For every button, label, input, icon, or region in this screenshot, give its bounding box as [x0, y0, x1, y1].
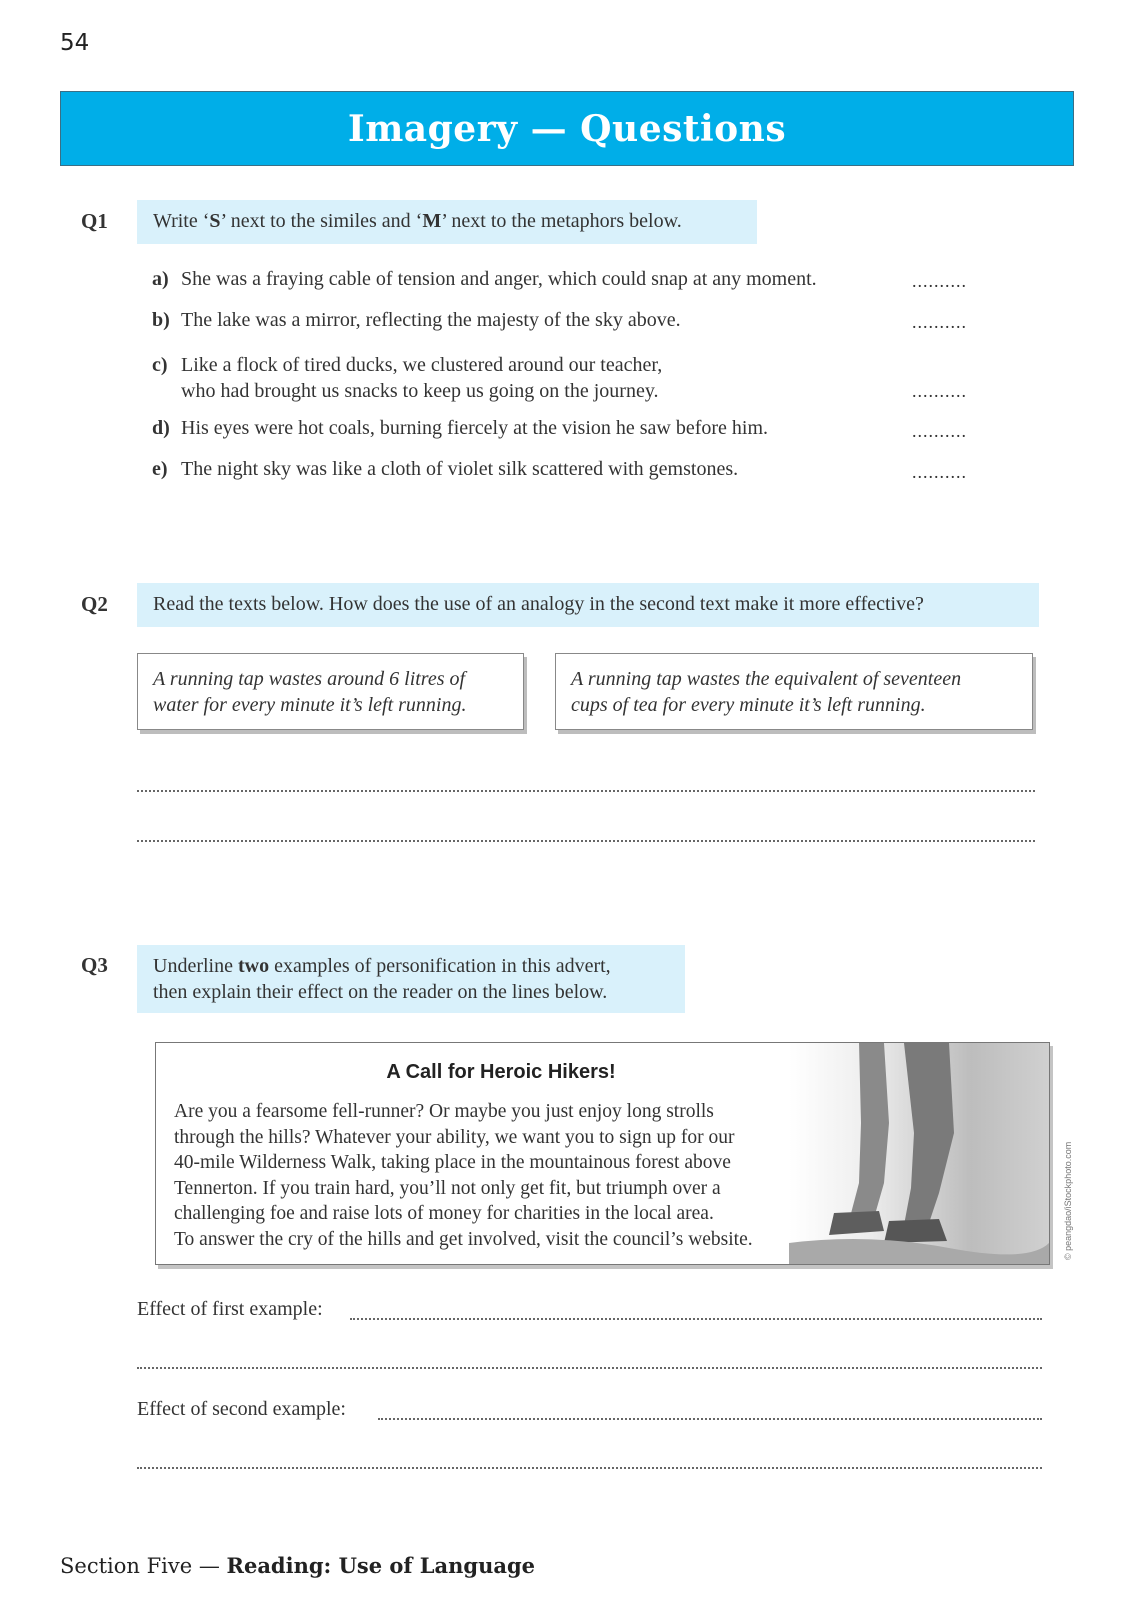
text-box-line: water for every minute it’s left running. [153, 694, 467, 716]
q1-instruction [137, 200, 757, 244]
q2-instruction: Read the texts below. How does the use of an analogy in the second text make it more effective? [137, 583, 1039, 627]
footer-section-title [60, 1553, 535, 1578]
q1-instruction-text: ’ next to the metaphors below. [441, 210, 682, 232]
effect-first-line-1[interactable] [350, 1318, 1042, 1320]
effect-second-label: Effect of second example: [137, 1398, 346, 1420]
q1-instruction-m: M [422, 210, 442, 232]
item-letter: a) [152, 268, 169, 290]
q1-answer-d[interactable]: .......... [912, 421, 967, 441]
q1-item-e [152, 456, 738, 482]
q1-instruction-text: ’ next to the similes and ‘ [220, 210, 423, 232]
advert-line[interactable]: To answer the cry of the hills and get involved, visit the council’s website. [174, 1228, 753, 1250]
q3-instruction-text: examples of personification in this advert, [269, 955, 611, 977]
footer-section: Section Five — [60, 1554, 227, 1578]
page-number: 54 [60, 30, 90, 56]
advert-line[interactable]: challenging foe and raise lots of money for charities in the local area. [174, 1203, 714, 1224]
q3-label: Q3 [81, 953, 108, 977]
q1-item-c [152, 352, 662, 404]
q2-text-box-1 [137, 653, 524, 730]
q1-item-b [152, 307, 681, 333]
item-text: The lake was a mirror, reflecting the majesty of the sky above. [181, 309, 681, 331]
item-letter: d) [152, 417, 170, 439]
footer-topic: Reading: Use of Language [226, 1553, 536, 1578]
item-letter: e) [152, 458, 168, 480]
q2-answer-line-1[interactable] [137, 790, 1035, 792]
effect-second-line-2[interactable] [137, 1467, 1042, 1469]
photo-credit: © peangdao/iStockphoto.com [1063, 1141, 1073, 1260]
effect-second-line-1[interactable] [378, 1418, 1042, 1420]
advert-title: A Call for Heroic Hikers! [386, 1061, 616, 1083]
item-text-line2: who had brought us snacks to keep us going on the journey. [181, 380, 659, 402]
q1-answer-b[interactable]: .......... [912, 312, 967, 332]
q1-instruction-text: Write ‘ [153, 210, 210, 232]
text-box-line: cups of tea for every minute it’s left running. [571, 694, 926, 716]
q1-instruction-s: S [209, 210, 221, 232]
item-text: The night sky was like a cloth of violet silk scattered with gemstones. [181, 458, 739, 480]
q1-item-d [152, 415, 768, 441]
q1-answer-c[interactable]: .......... [912, 381, 967, 401]
q1-answer-a[interactable]: .......... [912, 271, 967, 291]
advert-line[interactable]: Are you a fearsome fell-runner? Or maybe you just enjoy long strolls [174, 1101, 714, 1122]
advert-box [155, 1042, 1050, 1265]
advert-body [174, 1099, 874, 1252]
q2-label: Q2 [81, 592, 108, 616]
q3-instruction [137, 945, 685, 1013]
title-banner [60, 91, 1074, 166]
advert-line[interactable]: through the hills? Whatever your ability, we want you to sign up for our [174, 1126, 735, 1148]
item-text: She was a fraying cable of tension and anger, which could snap at any moment. [181, 268, 817, 290]
item-letter: c) [152, 354, 168, 376]
q2-answer-line-2[interactable] [137, 840, 1035, 842]
advert-line[interactable]: 40-mile Wilderness Walk, taking place in the mountainous forest above [174, 1152, 731, 1173]
text-box-line: A running tap wastes the equivalent of seventeen [571, 668, 962, 690]
q1-answer-e[interactable]: .......... [912, 462, 967, 482]
q1-label: Q1 [81, 209, 108, 233]
q2-text-box-2 [555, 653, 1033, 730]
effect-first-line-2[interactable] [137, 1367, 1042, 1369]
advert-line[interactable]: Tennerton. If you train hard, you’ll not only get fit, but triumph over a [174, 1177, 721, 1199]
item-text: His eyes were hot coals, burning fiercely at the vision he saw before him. [181, 417, 769, 439]
page-title: Imagery — Questions [347, 107, 787, 150]
q1-item-a [152, 266, 817, 292]
item-text: Like a flock of tired ducks, we clustered around our teacher, [181, 354, 663, 376]
item-letter: b) [152, 309, 170, 331]
effect-first-label: Effect of first example: [137, 1298, 323, 1320]
q3-instruction-bold: two [237, 955, 270, 977]
q3-instruction-line2: then explain their effect on the reader on the lines below. [153, 981, 608, 1003]
text-box-line: A running tap wastes around 6 litres of [153, 668, 466, 690]
q3-instruction-text: Underline [153, 955, 238, 977]
